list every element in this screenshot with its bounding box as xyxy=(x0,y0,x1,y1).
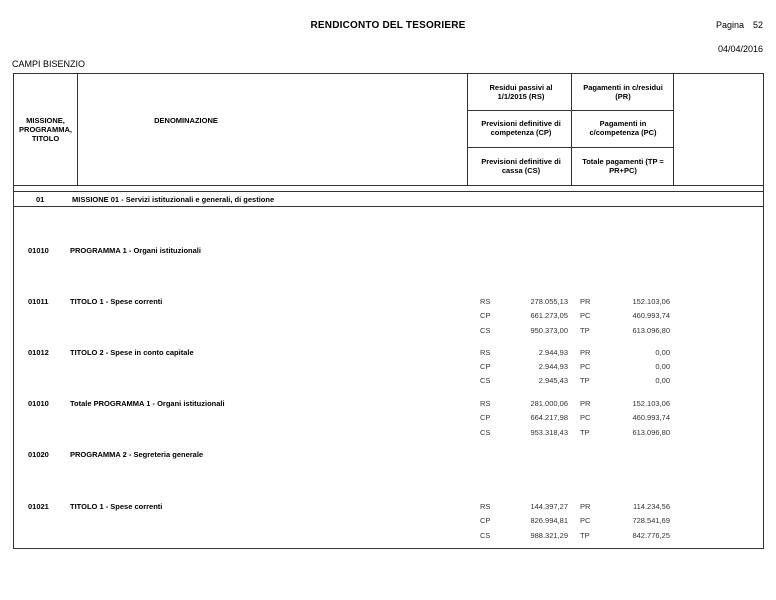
cp-tag: CP xyxy=(480,311,491,320)
col-divider xyxy=(467,74,468,185)
row-name: Totale PROGRAMMA 1 - Organi istituzionali xyxy=(70,399,225,408)
col-divider xyxy=(673,74,674,185)
cs-column-header: Previsioni definitive di cassa (CS) xyxy=(481,157,561,175)
row-name: PROGRAMMA 2 - Segreteria generale xyxy=(70,450,204,459)
tp-value: 842.776,25 xyxy=(632,531,670,540)
pr-value: 152.103,06 xyxy=(632,399,670,408)
pc-tag: PC xyxy=(580,362,591,371)
cs-value: 953.318,43 xyxy=(530,428,568,437)
row-code: 01011 xyxy=(28,297,49,306)
page-title: RENDICONTO DEL TESORIERE xyxy=(310,20,466,31)
pr-tag: PR xyxy=(580,348,591,357)
row-code: 01010 xyxy=(28,246,49,255)
report-date: 04/04/2016 xyxy=(717,44,763,54)
row-name: TITOLO 1 - Spese correnti xyxy=(70,297,163,306)
rs-tag: RS xyxy=(480,348,491,357)
cp-value: 2.944,93 xyxy=(538,362,568,371)
cp-value: 826.994,81 xyxy=(530,516,568,525)
missione-code: 01 xyxy=(36,195,45,204)
pc-value: 460.993,74 xyxy=(632,311,670,320)
page-label: Pagina xyxy=(716,20,745,30)
col-divider xyxy=(77,74,78,185)
rs-tag: RS xyxy=(480,399,491,408)
tp-value: 0,00 xyxy=(655,376,670,385)
row-code: 01010 xyxy=(28,399,49,408)
pc-tag: PC xyxy=(580,516,591,525)
row-code: 01021 xyxy=(28,502,49,511)
cs-value: 988.321,29 xyxy=(530,531,568,540)
pc-value: 728.541,69 xyxy=(632,516,670,525)
pr-tag: PR xyxy=(580,297,591,306)
header-divider xyxy=(14,185,763,186)
pr-value: 114.234,56 xyxy=(633,502,670,511)
row-name: PROGRAMMA 1 - Organi istituzionali xyxy=(70,246,201,255)
row-name: TITOLO 1 - Spese correnti xyxy=(70,502,163,511)
row-name: TITOLO 2 - Spese in conto capitale xyxy=(70,348,194,357)
cp-tag: CP xyxy=(480,516,491,525)
row-code: 01012 xyxy=(28,348,49,357)
cp-tag: CP xyxy=(480,362,491,371)
pc-tag: PC xyxy=(580,413,591,422)
page-number: 52 xyxy=(753,20,764,30)
pr-value: 152.103,06 xyxy=(632,297,670,306)
cs-tag: CS xyxy=(480,531,491,540)
tp-tag: TP xyxy=(580,428,590,437)
tp-tag: TP xyxy=(580,376,590,385)
cp-value: 661.273,05 xyxy=(530,311,568,320)
pc-tag: PC xyxy=(580,311,591,320)
tp-value: 613.096,80 xyxy=(632,428,670,437)
rs-tag: RS xyxy=(480,297,491,306)
rs-value: 144.397,27 xyxy=(530,502,568,511)
missione-divider xyxy=(14,191,763,192)
cs-value: 2.945,43 xyxy=(538,376,568,385)
cp-tag: CP xyxy=(480,413,491,422)
rs-value: 278.055,13 xyxy=(530,297,568,306)
rs-value: 2.944,93 xyxy=(538,348,568,357)
pc-value: 0,00 xyxy=(655,362,670,371)
cs-tag: CS xyxy=(480,376,491,385)
missione-divider xyxy=(14,206,763,207)
rs-tag: RS xyxy=(480,502,491,511)
cs-tag: CS xyxy=(480,428,491,437)
cs-value: 950.373,00 xyxy=(530,326,568,335)
name-column-header: DENOMINAZIONE xyxy=(154,116,218,125)
missione-name: MISSIONE 01 - Servizi istituzionali e generali, di gestione xyxy=(72,195,275,204)
rs-value: 281.000,06 xyxy=(530,399,568,408)
tp-tag: TP xyxy=(580,531,590,540)
pc-column-header: Pagamenti in c/competenza (PC) xyxy=(589,119,657,137)
tp-value: 613.096,80 xyxy=(632,326,670,335)
cs-tag: CS xyxy=(480,326,491,335)
pr-column-header: Pagamenti in c/residui (PR) xyxy=(583,83,663,101)
row-code: 01020 xyxy=(28,450,49,459)
ente-name: CAMPI BISENZIO xyxy=(12,59,86,69)
pr-tag: PR xyxy=(580,399,591,408)
rs-column-header: Residui passivi al 1/1/2015 (RS) xyxy=(489,83,553,101)
cp-column-header: Previsioni definitive di competenza (CP) xyxy=(481,119,561,137)
report-table xyxy=(13,73,764,549)
pr-value: 0,00 xyxy=(655,348,670,357)
code-column-header: MISSIONE, PROGRAMMA, TITOLO xyxy=(19,116,72,143)
pc-value: 460.993,74 xyxy=(632,413,670,422)
tp-tag: TP xyxy=(580,326,590,335)
tp-column-header: Totale pagamenti (TP = PR+PC) xyxy=(582,157,664,175)
col-divider xyxy=(571,74,572,185)
pr-tag: PR xyxy=(580,502,591,511)
cp-value: 664.217,98 xyxy=(530,413,568,422)
row-divider xyxy=(467,147,673,148)
row-divider xyxy=(467,110,673,111)
